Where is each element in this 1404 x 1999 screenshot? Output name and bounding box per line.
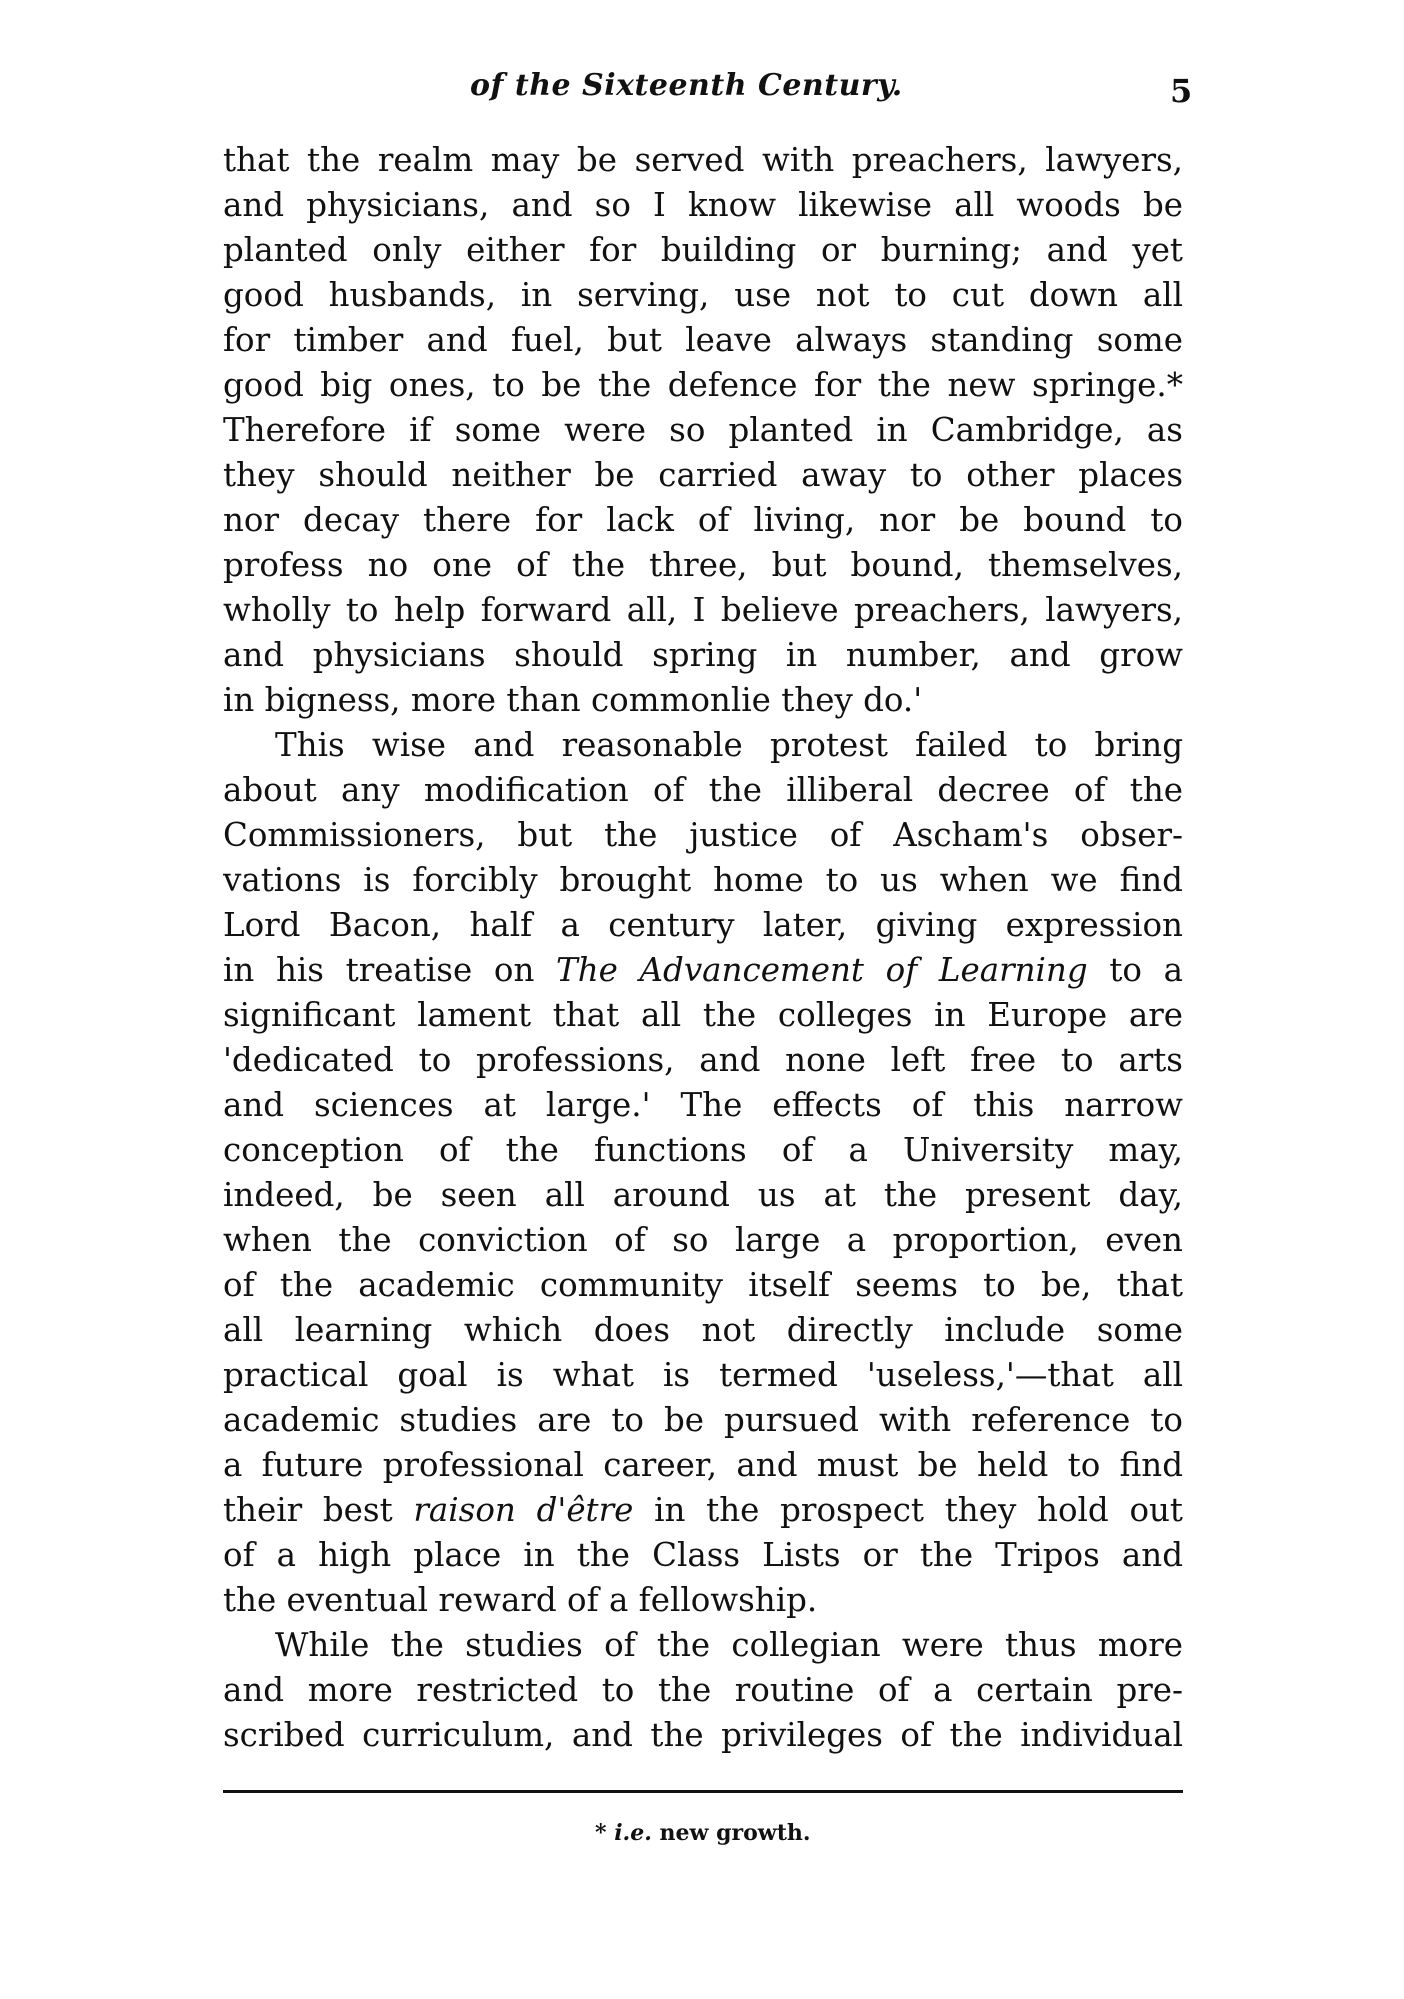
body-text [223,138,1183,1758]
text-line: academic studies are to be pursued with reference to [223,1401,1183,1439]
text-line: Lord Bacon, half a century later, giving expression [223,906,1183,944]
text-line: of a high place in the Class Lists or the Tripos and [223,1536,1183,1574]
text-line: profess no one of the three, but bound, themselves, [223,546,1183,584]
footnote-divider [223,1790,1183,1793]
footnote-text: new growth. [659,1820,811,1846]
text-line: good husbands, in serving, use not to cut down all [223,276,1183,314]
text-line: and physicians should spring in number, and grow [223,636,1183,674]
text-fragment: their best [223,1491,414,1529]
text-line: planted only either for building or burning; and yet [223,231,1183,269]
text-line: wholly to help forward all, I believe preachers, lawyers, [223,591,1183,629]
footnote-abbrev: i.e. [614,1820,652,1846]
text-line: of the academic community itself seems to be, that [223,1266,1183,1304]
text-line: This wise and reasonable protest failed to bring [275,726,1183,764]
text-line: 'dedicated to professions, and none left free to arts [223,1041,1183,1079]
text-line: nor decay there for lack of living, nor be bound to [223,501,1183,539]
text-line: Therefore if some were so planted in Cambridge, as [223,411,1183,449]
text-line: about any modification of the illiberal decree of the [223,771,1183,809]
page-number: 5 [1170,72,1193,110]
text-line: scribed curriculum, and the privileges of the individual [223,1716,1183,1754]
text-line: vations is forcibly brought home to us when we find [223,861,1183,899]
text-line: good big ones, to be the defence for the new springe.* [223,366,1183,404]
text-line: for timber and fuel, but leave always standing some [223,321,1183,359]
text-line: that the realm may be served with preachers, lawyers, [223,141,1183,179]
text-line: and more restricted to the routine of a certain pre- [223,1671,1183,1709]
foreign-phrase-italic: raison d'être [413,1491,634,1529]
text-line: significant lament that all the colleges in Europe are [223,996,1183,1034]
text-line: the eventual reward of a fellowship. [223,1581,818,1619]
book-title-italic: The Advancement of Learning [556,951,1088,989]
text-line: and sciences at large.' The effects of this narrow [223,1086,1183,1124]
footnote-marker: * [595,1820,607,1846]
text-fragment: in his treatise on [223,951,557,989]
text-line: all learning which does not directly include some [223,1311,1183,1349]
footnote [595,1820,811,1846]
text-line: conception of the functions of a University may, [223,1131,1183,1169]
running-title: of the Sixteenth Century. [470,68,903,103]
text-fragment: in the prospect they hold out [633,1491,1183,1529]
text-line: in bigness, more than commonlie they do.' [223,681,923,719]
text-line: Commissioners, but the justice of Ascham's obser- [223,816,1183,854]
text-line-with-italic-phrase [223,1488,1183,1533]
text-line: they should neither be carried away to other places [223,456,1183,494]
text-fragment: to a [1087,951,1183,989]
text-line: While the studies of the collegian were thus more [275,1626,1183,1664]
text-line: indeed, be seen all around us at the present day, [223,1176,1183,1214]
text-line: when the conviction of so large a proportion, even [223,1221,1183,1259]
text-line: and physicians, and so I know likewise all woods be [223,186,1183,224]
text-line: practical goal is what is termed 'useless,'—that all [223,1356,1183,1394]
text-line: a future professional career, and must be held to find [223,1446,1183,1484]
text-line-with-italic-title [223,948,1183,993]
